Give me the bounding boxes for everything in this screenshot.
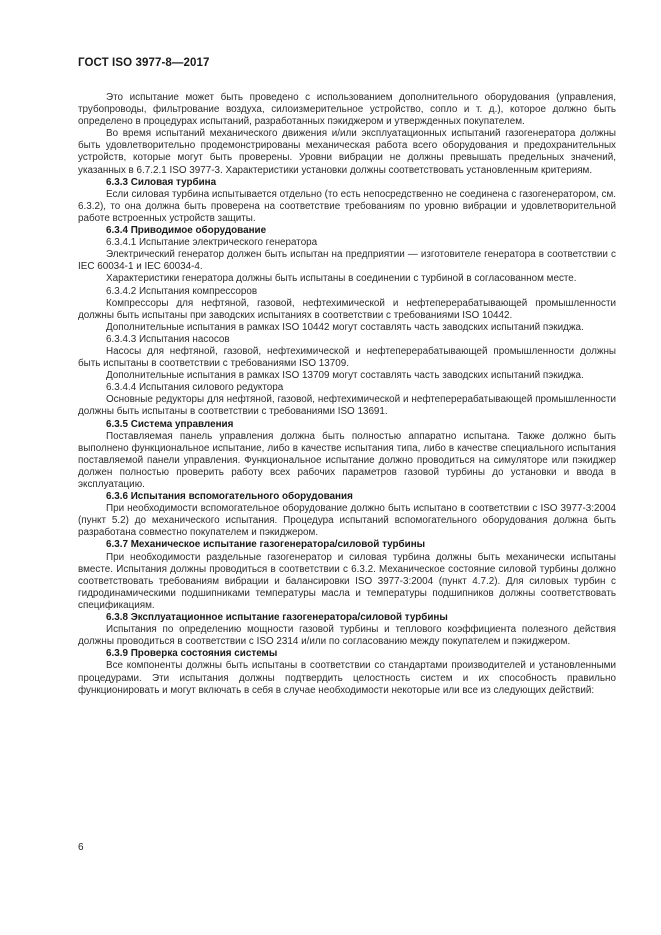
paragraph: Характеристики генератора должны быть испытаны в соединении с турбиной в согласованном месте.: [106, 273, 577, 285]
paragraph: При необходимости раздельные газогенератор и силовая турбина должны быть механически испытаны вместе. Испытания должны проводиться в соответствии с 6.3.2. Механическое состояние силовой турбины должно соответствовать требованиям вибрации и балансировки ISO 3977-3:2004 (пункт 4.7.2). Для силовых турбин с гидродинамическими подшипниками температуры масла и температуры подшипников должны соответствовать спецификациям.: [78, 551, 616, 611]
paragraph: Поставляемая панель управления должна быть полностью аппаратно испытана. Также должно быть выполнено функциональное испытание, либо в качестве испытания типа, либо в качестве специального испытания поставляемой панели управления. Функциональное испытание должно проводиться на симуляторе или пэкиджер должен полностью проверить работу всех рабочих параметров газовой турбины до установки и ввода в эксплуатацию.: [78, 430, 616, 490]
paragraph: Во время испытаний механического движения и/или эксплуатационных испытаний газогенератора должны быть удовлетворительно продемонстрированы механическая работа всего оборудования и предохранительных устройств, которые могут быть проверены. Уровни вибрации не должны превышать предельных значений, указанных в 6.7.2.1 ISO 3977-3. Характеристики установки должны соответствовать установленным критериям.: [78, 128, 616, 176]
document-header: ГОСТ ISO 3977-8—2017: [78, 57, 210, 69]
section-heading: 6.3.8 Эксплуатационное испытание газогенератора/силовой турбины: [106, 612, 448, 624]
paragraph: Испытания по определению мощности газовой турбины и теплового коэффициента полезного действия должны проводиться в соответствии с ISO 2314 и/или по согласованию между покупателем и пэкиджером.: [78, 624, 616, 648]
section-heading: 6.3.6 Испытания вспомогательного оборудования: [106, 491, 353, 503]
paragraph: Насосы для нефтяной, газовой, нефтехимической и нефтеперерабатывающей промышленности должны быть испытаны в соответствии с требованиями ISO 13709.: [78, 345, 616, 370]
paragraph: Если силовая турбина испытывается отдельно (то есть непосредственно не соединена с газогенератором, см. 6.3.2), то она должна быть проверена на соответствие требованиям по уровню вибрации и удовлетворительной работе встроенных устройств защиты.: [78, 188, 616, 224]
subsection-heading: 6.3.4.3 Испытания насосов: [106, 333, 230, 345]
paragraph: При необходимости вспомогательное оборудование должно быть испытано в соответствии с ISO 3977-3:2004 (пункт 5.2) до механического испытания. Процедура испытаний вспомогательного оборудования должна быть разработана совместно покупателем и пэкиджером.: [78, 503, 616, 539]
subsection-heading: 6.3.4.1 Испытание электрического генератора: [106, 237, 318, 249]
subsection-heading: 6.3.4.4 Испытания силового редуктора: [106, 382, 284, 394]
paragraph: Основные редукторы для нефтяной, газовой, нефтехимической и нефтеперерабатывающей промышленности должны быть испытаны в соответствии с требованиями ISO 13691.: [78, 394, 616, 418]
paragraph: Дополнительные испытания в рамках ISO 10442 могут составлять часть заводских испытаний пэкиджа.: [106, 321, 584, 333]
paragraph: Дополнительные испытания в рамках ISO 13709 могут составлять часть заводских испытаний пэкиджа.: [106, 370, 584, 382]
paragraph: Это испытание может быть проведено с использованием дополнительного оборудования (управления, трубопроводы, фильтрование воздуха, силоизмерительное устройство, сопло и т. д.), которое должно быть определено в процедурах испытаний, разработанных пэкиджером и утвержденных покупателем.: [78, 92, 616, 128]
paragraph: Все компоненты должны быть испытаны в соответствии со стандартами производителей и установленными процедурами. Эти испытания должны подтвердить целостность систем и их способность правильно функционировать и могут включать в себя в случае необходимости некоторые или все из следующих действий:: [78, 660, 616, 696]
section-heading: 6.3.7 Механическое испытание газогенератора/силовой турбины: [106, 539, 426, 551]
paragraph: Электрический генератор должен быть испытан на предприятии — изготовителе генератора в соответствии с IEC 60034-1 и IEC 60034-4.: [78, 249, 616, 273]
section-heading: 6.3.4 Приводимое оборудование: [106, 225, 267, 237]
page-number: 6: [78, 842, 84, 853]
section-heading: 6.3.3 Силовая турбина: [106, 176, 217, 188]
subsection-heading: 6.3.4.2 Испытания компрессоров: [106, 285, 258, 297]
document-body: [78, 92, 616, 697]
paragraph: Компрессоры для нефтяной, газовой, нефтехимической и нефтеперерабатывающей промышленности должны быть испытаны при заводских испытаниях в соответствии с требованиями ISO 10442.: [78, 297, 616, 321]
section-heading: 6.3.5 Система управления: [106, 418, 234, 430]
section-heading: 6.3.9 Проверка состояния системы: [106, 648, 278, 660]
